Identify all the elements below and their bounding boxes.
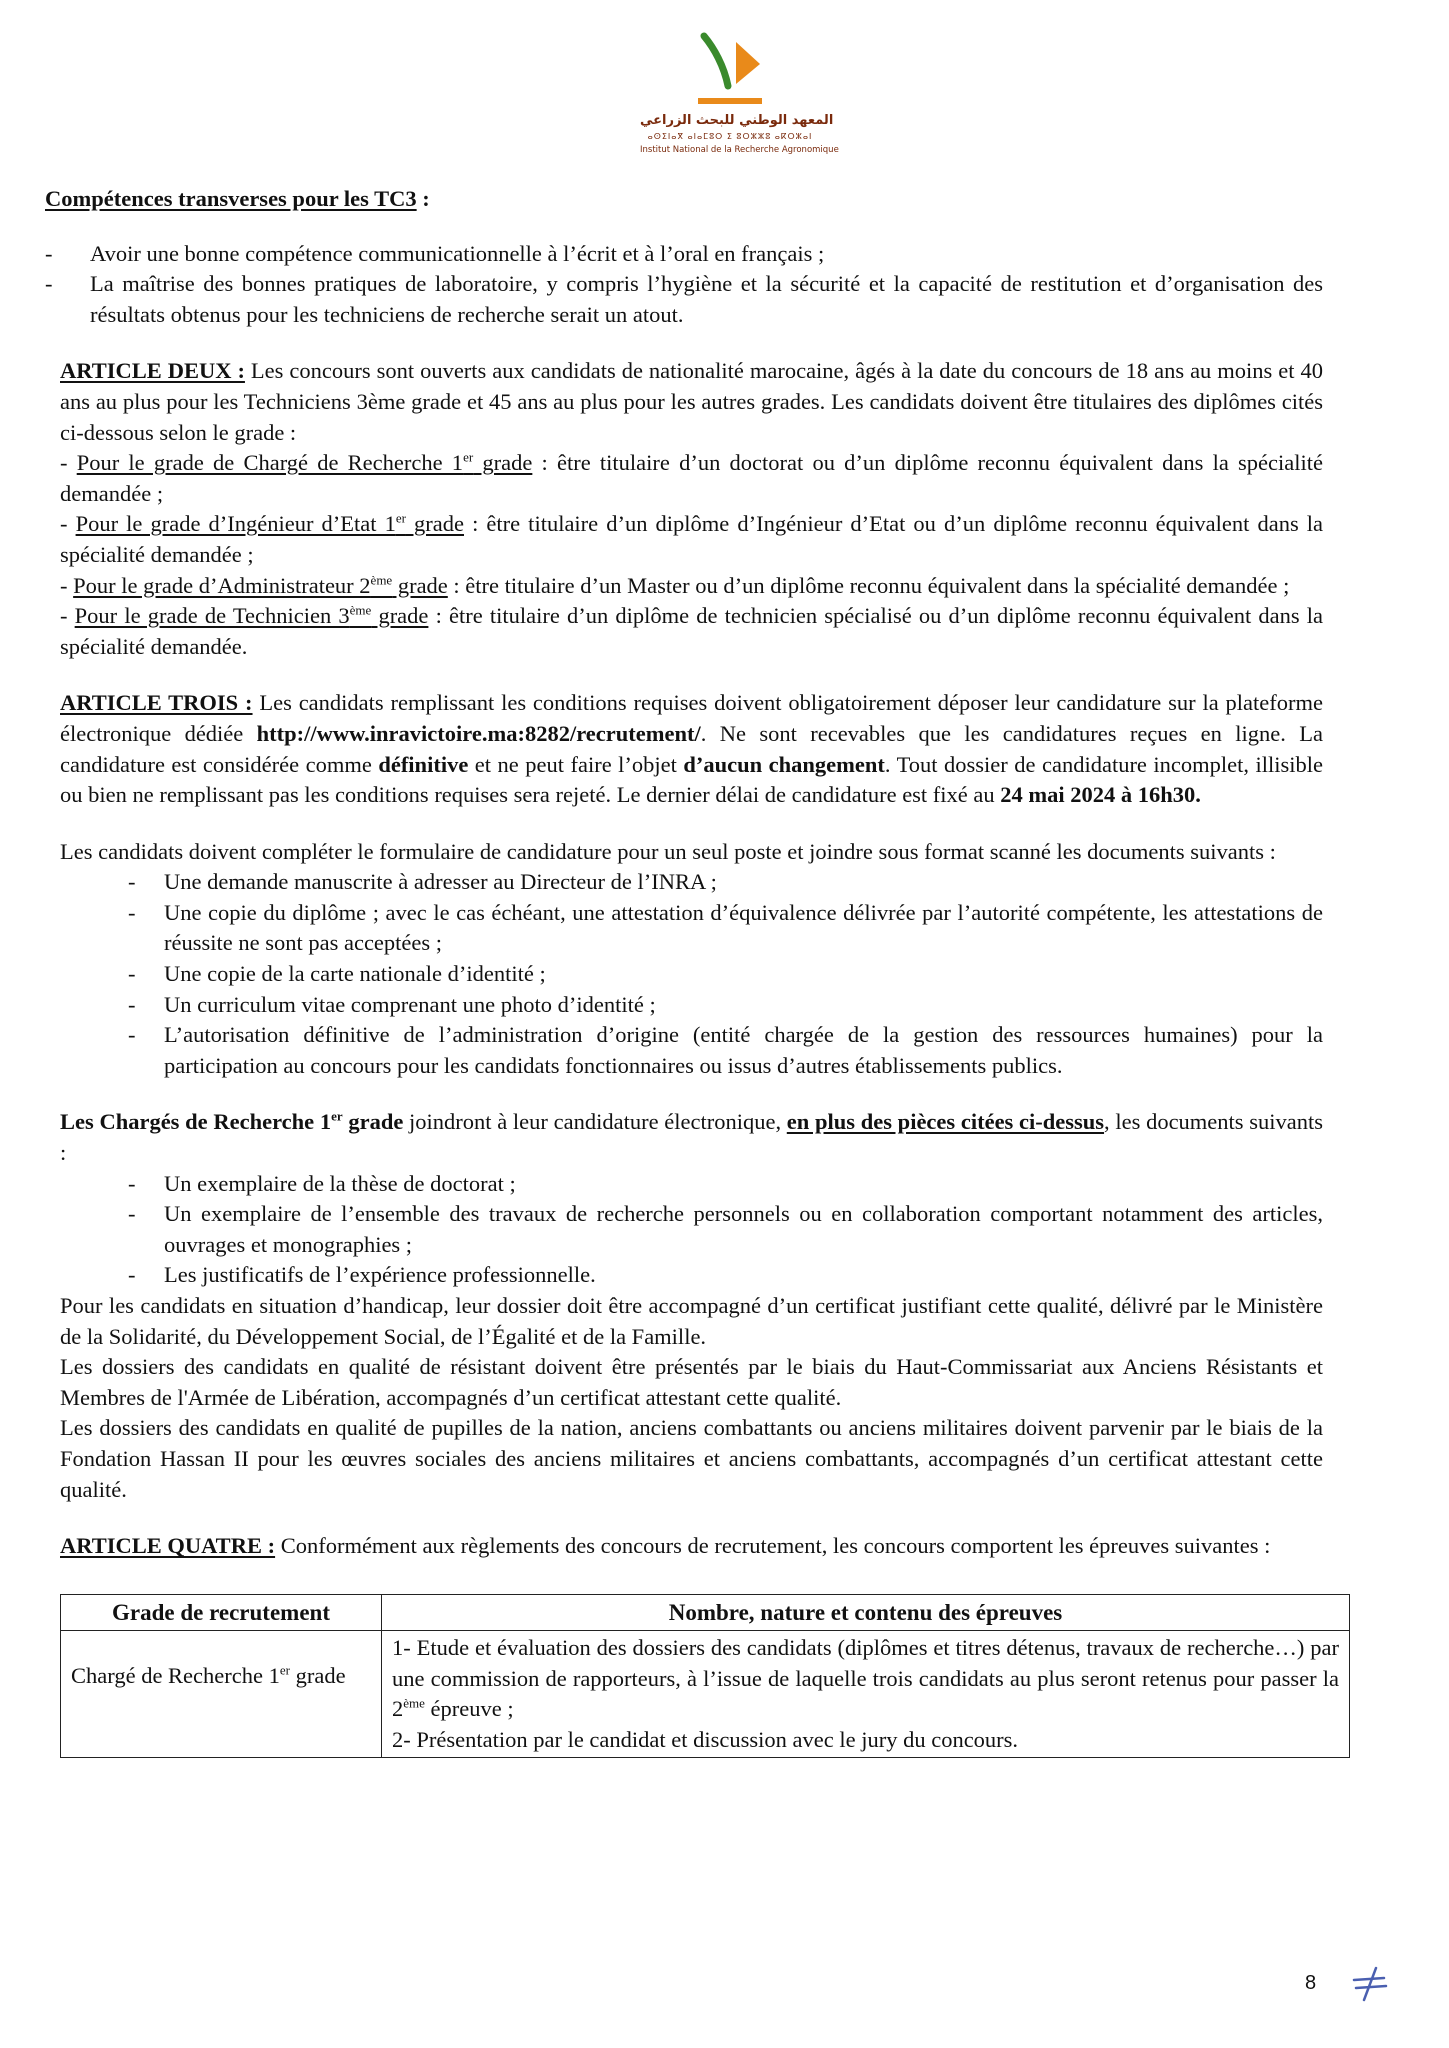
list-item: - Une demande manuscrite à adresser au Directeur de l’INRA ;	[128, 867, 1323, 898]
table-row	[61, 1631, 1350, 1758]
list-item: - La maîtrise des bonnes pratiques de laboratoire, y compris l’hygiène et la sécurité et la capacité de restitution et d’organisation des résultats obtenus pour les techniciens de recherche serait un atout.	[45, 269, 1323, 330]
article-deux: ARTICLE DEUX : Les concours sont ouverts aux candidats de nationalité marocaine, âgés à la date du concours de 18 ans au moins et 40 ans au plus pour les Techniciens 3ème grade et 45 ans au plus pour les autres grades. Les candidats doivent être titulaires des diplômes cités ci-dessous selon le grade :	[60, 358, 1323, 445]
docs-intro: Les candidats doivent compléter le formulaire de candidature pour un seul poste et joindre sous format scanné les documents suivants :	[60, 838, 1276, 864]
grade-requirement: - Pour le grade d’Ingénieur d’Etat 1er grade : être titulaire d’un diplôme d’Ingénieur d’Etat ou d’un diplôme reconnu équivalent dans la spécialité demandée ;	[60, 510, 1324, 567]
grade-requirement: - Pour le grade d’Administrateur 2ème grade : être titulaire d’un Master ou d’un diplôme reconnu équivalent dans la spécialité demandée ;	[60, 572, 1290, 598]
list-item: - L’autorisation définitive de l’administration d’origine (entité chargée de la gestion des ressources humaines) pour la participation au concours pour les candidats fonctionnaires ou issus d’autres établissements publics.	[128, 1020, 1323, 1081]
table-cell-epreuves	[382, 1631, 1350, 1758]
cr-documents-list	[128, 1169, 1323, 1291]
list-item: - Un curriculum vitae comprenant une photo d’identité ;	[128, 990, 1323, 1021]
table-cell-grade: Chargé de Recherche 1er grade	[61, 1631, 382, 1758]
list-item: - Les justificatifs de l’expérience professionnelle.	[128, 1260, 1323, 1291]
pupilles-paragraph: Les dossiers des candidats en qualité de pupilles de la nation, anciens combattants ou anciens militaires doivent parvenir par le biais de la Fondation Hassan II pour les œuvres sociales des anciens militaires et anciens combattants, accompagnés d’un certificat attestant cette qualité.	[60, 1415, 1323, 1502]
logo-tifinagh-name: ⴰⵙⵉⵏⴰⴳ ⴰⵏⴰⵎⵓⵔ ⵉ ⵓⵔⵣⵣⵓ ⴰⴽⵔⵣⴰⵏ	[647, 131, 813, 141]
page-number: 8	[1305, 1972, 1317, 1994]
epreuve-1: 1- Etude et évaluation des dossiers des candidats (diplômes et titres détenus, travaux de recherche…) par une commission de rapporteurs, à l’issue de laquelle trois candidats au plus seront retenus pour passer la 2ème épreuve ;	[392, 1635, 1339, 1722]
article-deux-heading: ARTICLE DEUX :	[60, 358, 245, 384]
application-url[interactable]: http://www.inravictoire.ma:8282/recrutement/	[256, 720, 701, 746]
handwritten-mark-icon	[1350, 1966, 1390, 2002]
epreuve-2: 2- Présentation par le candidat et discussion avec le jury du concours.	[392, 1726, 1019, 1752]
handicap-paragraph: Pour les candidats en situation d’handicap, leur dossier doit être accompagné d’un certificat justifiant cette qualité, délivré par le Ministère de la Solidarité, du Développement Social, de l’Égalité et de la Famille.	[60, 1293, 1323, 1349]
list-item: - Un exemplaire de la thèse de doctorat ;	[128, 1169, 1323, 1200]
document-body	[45, 184, 1339, 1758]
article-trois-heading: ARTICLE TROIS :	[60, 690, 253, 716]
deadline: 24 mai 2024 à 16h30.	[1000, 782, 1201, 808]
logo-arabic-name: المعهد الوطني للبحث الزراعي	[640, 113, 834, 128]
resistant-paragraph: Les dossiers des candidats en qualité de résistant doivent être présentés par le biais du Haut-Commissariat aux Anciens Résistants et Membres de l'Armée de Libération, accompagnés d’un certificat attestant cette qualité.	[60, 1354, 1323, 1410]
article-quatre: ARTICLE QUATRE : Conformément aux règlements des concours de recrutement, les concours comportent les épreuves suivantes :	[60, 1533, 1271, 1559]
article-quatre-heading: ARTICLE QUATRE :	[60, 1533, 276, 1559]
grade-requirement: - Pour le grade de Chargé de Recherche 1er grade : être titulaire d’un doctorat ou d’un diplôme reconnu équivalent dans la spécialité demandée ;	[60, 449, 1323, 506]
article-trois: ARTICLE TROIS : Les candidats remplissant les conditions requises doivent obligatoirement déposer leur candidature sur la plateforme électronique dédiée http://www.inravictoire.ma:8282/recrutement/. Ne sont recevables que les candidatures reçues en ligne. La candidature est considérée comme définitive et ne peut faire l’objet d’aucun changement. Tout dossier de candidature incomplet, illisible ou bien ne remplissant pas les conditions requises sera rejeté. Le dernier délai de candidature est fixé au 24 mai 2024 à 16h30.	[60, 690, 1323, 808]
list-item: - Une copie de la carte nationale d’identité ;	[128, 959, 1323, 990]
epreuves-table	[60, 1594, 1350, 1759]
section-title: Compétences transverses pour les TC3 :	[45, 186, 430, 211]
competences-list	[45, 239, 1323, 331]
documents-list	[128, 867, 1323, 1081]
grade-requirement: - Pour le grade de Technicien 3ème grade : être titulaire d’un diplôme de technicien spécialisé ou d’un diplôme reconnu équivalent dans la spécialité demandée.	[60, 602, 1323, 659]
table-header-row	[61, 1594, 1350, 1630]
table-header-grade: Grade de recrutement	[61, 1594, 382, 1630]
inra-logo	[640, 28, 839, 188]
list-item: - Une copie du diplôme ; avec le cas échéant, une attestation d’équivalence délivrée par l’autorité compétente, les attestations de réussite ne sont pas acceptées ;	[128, 898, 1323, 959]
cr-docs-intro: Les Chargés de Recherche 1er grade joindront à leur candidature électronique, en plus des pièces citées ci-dessus, les documents suivants :	[60, 1108, 1324, 1166]
logo-french-name: Institut National de la Recherche Agronomique	[640, 144, 839, 155]
list-item: - Avoir une bonne compétence communicationnelle à l’écrit et à l’oral en français ;	[45, 239, 1323, 270]
list-item: - Un exemplaire de l’ensemble des travaux de recherche personnels ou en collaboration comportant notamment des articles, ouvrages et monographies ;	[128, 1199, 1323, 1260]
table-header-epreuves: Nombre, nature et contenu des épreuves	[382, 1594, 1350, 1630]
inra-plant-icon	[690, 28, 770, 108]
